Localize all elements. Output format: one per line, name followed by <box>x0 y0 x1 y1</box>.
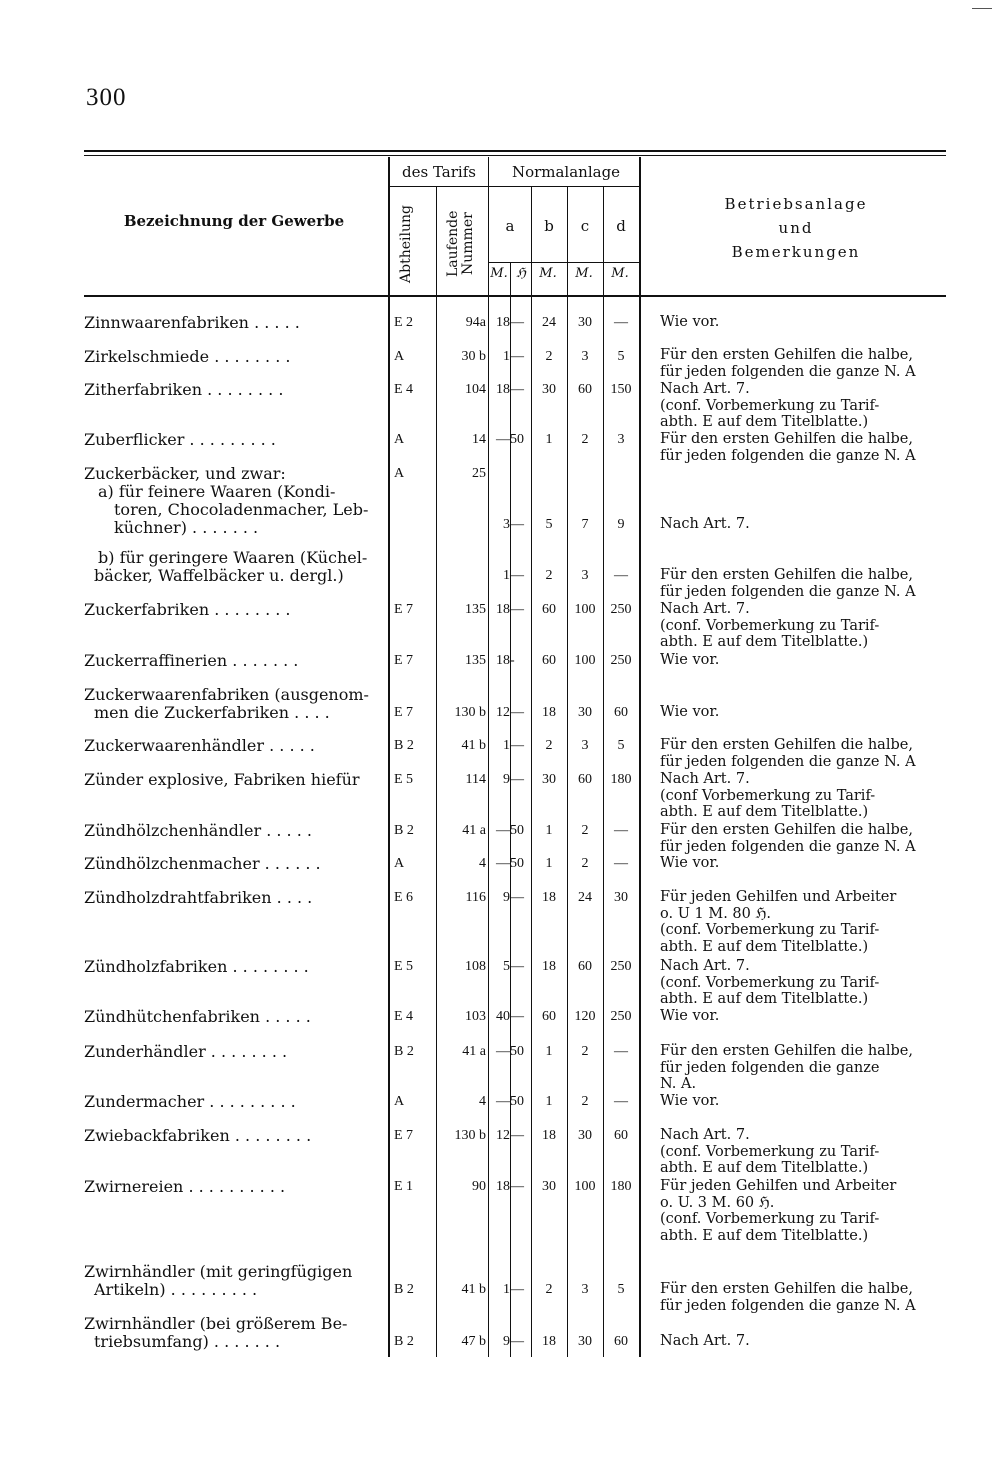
cell-d: 30 <box>614 890 628 905</box>
cell-b: 60 <box>542 602 556 617</box>
cell-nr: 14 <box>472 432 486 447</box>
cell-a1: 1 <box>503 1282 510 1297</box>
row-name <box>84 1315 384 1351</box>
cell-nr: 135 <box>465 602 486 617</box>
row-name <box>84 822 384 840</box>
cell-c: 2 <box>581 1044 589 1059</box>
remark-line: Für den ersten Gehilfen die halbe, <box>660 1043 913 1059</box>
cell-a1: 18 <box>496 602 510 617</box>
cell-b: 60 <box>542 653 556 668</box>
remark-line: Für jeden Gehilfen und Arbeiter <box>660 1178 897 1194</box>
remark-line: Nach Art. 7. <box>660 771 750 787</box>
row-name-line: b) für geringere Waaren (Küchel- <box>98 548 368 567</box>
row-name <box>84 314 384 332</box>
header-letter-b: b <box>544 217 554 235</box>
cell-abt: A <box>394 432 405 447</box>
cell-a1: 12 <box>496 705 510 720</box>
cell-a2: — <box>510 602 524 617</box>
cell-c: 2 <box>581 856 589 871</box>
cell-b: 30 <box>542 772 556 787</box>
row-remark <box>660 1043 950 1093</box>
row-name <box>84 1093 384 1111</box>
header-unit-c: M. <box>575 266 593 281</box>
cell-b: 2 <box>545 568 553 583</box>
remark-line: abth. E auf dem Titelblatte.) <box>660 414 869 430</box>
row-remark <box>660 347 950 380</box>
cell-nr: 41 b <box>461 738 486 753</box>
cell-d: — <box>614 568 628 583</box>
header-betrieb-line2: und <box>778 219 814 237</box>
row-remark <box>660 704 950 721</box>
row-name <box>84 601 384 619</box>
cell-c: 100 <box>574 602 596 617</box>
remark-line: o. U. 3 M. 60 ℌ. <box>660 1194 775 1211</box>
row-remark <box>660 737 950 770</box>
cell-a1: 40 <box>496 1009 510 1024</box>
row-name <box>84 549 384 585</box>
cell-b: 18 <box>542 705 556 720</box>
row-name <box>84 737 384 755</box>
cell-a1: — <box>496 823 510 838</box>
row-remark <box>660 1008 950 1025</box>
cell-abt: E 4 <box>394 382 414 397</box>
cell-c: 100 <box>574 653 596 668</box>
row-name-line: Zuckerbäcker, und zwar: <box>84 464 286 483</box>
remark-line: für jeden folgenden die ganze N. A <box>660 583 916 600</box>
header-unit-a-pf: ℌ <box>516 266 526 281</box>
row-remark <box>660 1093 950 1110</box>
cell-nr: 30 b <box>461 349 486 364</box>
row-name-line: Zwirnereien . . . . . . . . . . <box>84 1177 286 1196</box>
row-name-line: Zündholzfabriken . . . . . . . . <box>84 957 309 976</box>
row-remark <box>660 381 950 431</box>
cell-abt: E 5 <box>394 959 414 974</box>
row-name <box>84 958 384 976</box>
header-unit-a-mark: M. <box>490 266 508 281</box>
cell-c: 30 <box>578 1128 592 1143</box>
cell-abt: B 2 <box>394 823 414 838</box>
cell-c: 2 <box>581 1094 589 1109</box>
row-name-line: Zundermacher . . . . . . . . . <box>84 1092 296 1111</box>
cell-a1: 1 <box>503 738 510 753</box>
row-name-line: Zwirnhändler (mit geringfügigen <box>84 1262 353 1281</box>
cell-a1: 18 <box>496 1179 510 1194</box>
cell-a2: — <box>510 890 524 905</box>
row-name <box>84 771 384 789</box>
row-remark <box>660 652 950 669</box>
remark-line: für jeden folgenden die ganze N. A <box>660 363 916 380</box>
row-name-line: Zündhütchenfabriken . . . . . <box>84 1007 311 1026</box>
header-tarif: des Tarifs <box>402 163 476 181</box>
row-remark <box>660 431 950 464</box>
cell-d: 5 <box>617 349 625 364</box>
remark-line: (conf. Vorbemerkung zu Tarif- <box>660 1143 880 1160</box>
cell-a1: 1 <box>503 568 510 583</box>
remark-line: (conf. Vorbemerkung zu Tarif- <box>660 617 880 634</box>
cell-a2: — <box>510 772 524 787</box>
remark-line: Für den ersten Gehilfen die halbe, <box>660 567 913 583</box>
remark-line: Für den ersten Gehilfen die halbe, <box>660 737 913 753</box>
row-remark <box>660 516 950 533</box>
cell-a2: 50 <box>510 1044 524 1059</box>
remark-line: abth. E auf dem Titelblatte.) <box>660 634 869 650</box>
header-betriebsanlage <box>648 192 944 264</box>
cell-c: 7 <box>581 517 589 532</box>
cell-abt: E 4 <box>394 1009 414 1024</box>
cell-abt: E 5 <box>394 772 414 787</box>
cell-b: 5 <box>545 517 553 532</box>
cell-nr: 90 <box>472 1179 486 1194</box>
cell-d: 5 <box>617 1282 625 1297</box>
remark-line: für jeden folgenden die ganze N. A <box>660 753 916 770</box>
remark-line: Wie vor. <box>660 652 720 668</box>
cell-a2: — <box>510 349 524 364</box>
remark-line: Wie vor. <box>660 704 720 720</box>
row-name-line: Zündhölzchenmacher . . . . . . <box>84 854 321 873</box>
page-number: 300 <box>86 84 127 111</box>
remark-line: Für den ersten Gehilfen die halbe, <box>660 347 913 363</box>
cell-b: 18 <box>542 959 556 974</box>
row-name <box>84 465 384 537</box>
header-rule <box>84 295 946 297</box>
remark-line: für jeden folgenden die ganze N. A <box>660 1297 916 1314</box>
cell-d: 60 <box>614 705 628 720</box>
cell-a2: — <box>510 738 524 753</box>
cell-c: 3 <box>581 1282 589 1297</box>
remark-line: Wie vor. <box>660 855 720 871</box>
cell-a1: 9 <box>503 890 510 905</box>
col-line-abt <box>436 186 437 1357</box>
cell-b: 2 <box>545 1282 553 1297</box>
remark-line: für jeden folgenden die ganze <box>660 1059 880 1076</box>
cell-d: 150 <box>610 382 632 397</box>
row-remark <box>660 889 950 955</box>
header-normalanlage: Normalanlage <box>511 163 621 181</box>
remark-line: (conf Vorbemerkung zu Tarif- <box>660 787 876 804</box>
row-remark <box>660 1178 950 1244</box>
cell-abt: E 7 <box>394 1128 414 1143</box>
cell-c: 3 <box>581 738 589 753</box>
cell-abt: A <box>394 1094 405 1109</box>
cell-a2: — <box>510 1009 524 1024</box>
cell-d: 250 <box>610 602 632 617</box>
cell-a1: 18 <box>496 382 510 397</box>
cell-a2: — <box>510 1128 524 1143</box>
row-name-line: küchner) . . . . . . . <box>114 518 259 537</box>
cell-a2: — <box>510 1282 524 1297</box>
cell-abt: B 2 <box>394 1334 414 1349</box>
cell-a2: — <box>510 1334 524 1349</box>
cell-c: 24 <box>578 890 592 905</box>
cell-nr: 94a <box>465 315 486 330</box>
cell-nr: 130 b <box>454 1128 486 1143</box>
cell-b: 1 <box>545 823 553 838</box>
row-name <box>84 381 384 399</box>
header-betrieb-line1: Betriebsanlage <box>724 195 868 213</box>
cell-nr: 104 <box>465 382 486 397</box>
cell-nr: 130 b <box>454 705 486 720</box>
col-line-d <box>639 157 641 1357</box>
row-name-line: Artikeln) . . . . . . . . . <box>94 1280 258 1299</box>
row-name-line: Zwiebackfabriken . . . . . . . . <box>84 1126 312 1145</box>
remark-line: abth. E auf dem Titelblatte.) <box>660 938 869 955</box>
cell-abt: A <box>394 349 405 364</box>
cell-a2: - <box>510 653 515 668</box>
cell-abt: E 7 <box>394 705 414 720</box>
cell-a1: 18 <box>496 653 510 668</box>
top-rule <box>84 150 946 152</box>
remark-line: abth. E auf dem Titelblatte.) <box>660 991 869 1007</box>
cell-nr: 47 b <box>461 1334 486 1349</box>
remark-line: N. A. <box>660 1076 697 1092</box>
row-name-line: Zuckerraffinerien . . . . . . . <box>84 651 299 670</box>
row-name-line: Zündhölzchenhändler . . . . . <box>84 821 312 840</box>
cell-a2: — <box>510 1179 524 1194</box>
remark-line: o. U 1 M. 80 ℌ. <box>660 905 772 922</box>
row-remark <box>660 1127 950 1177</box>
row-name <box>84 1127 384 1145</box>
row-remark <box>660 855 950 872</box>
cell-d: — <box>614 823 628 838</box>
cell-a1: — <box>496 1094 510 1109</box>
header-unit-d: M. <box>611 266 629 281</box>
cell-d: 60 <box>614 1128 628 1143</box>
row-name-line: a) für feinere Waaren (Kondi- <box>98 482 336 501</box>
cell-abt: A <box>394 466 405 481</box>
cell-nr: 41 b <box>461 1282 486 1297</box>
row-name <box>84 348 384 366</box>
remark-line: abth. E auf dem Titelblatte.) <box>660 1160 869 1176</box>
cell-b: 18 <box>542 890 556 905</box>
cell-abt: B 2 <box>394 1044 414 1059</box>
cell-a1: 18 <box>496 315 510 330</box>
row-name-line: Zinnwaarenfabriken . . . . . <box>84 313 300 332</box>
cell-abt: B 2 <box>394 1282 414 1297</box>
remark-line: für jeden folgenden die ganze N. A <box>660 838 916 855</box>
row-remark <box>660 314 950 331</box>
cell-nr: 103 <box>465 1009 486 1024</box>
header-betrieb-line3: Bemerkungen <box>731 243 861 261</box>
cell-d: — <box>614 856 628 871</box>
row-name-line: Zuckerwaarenfabriken (ausgenom- <box>84 685 369 704</box>
remark-line: Für jeden Gehilfen und Arbeiter <box>660 889 897 905</box>
cell-d: 250 <box>610 653 632 668</box>
cell-a2: — <box>510 568 524 583</box>
col-line-name <box>388 157 390 1357</box>
cell-c: 120 <box>574 1009 596 1024</box>
row-name-line: Zuckerwaarenhändler . . . . . <box>84 736 315 755</box>
cell-nr: 25 <box>472 466 486 481</box>
cell-a1: — <box>496 1044 510 1059</box>
row-name-line: Zuberflicker . . . . . . . . . <box>84 430 276 449</box>
cell-c: 2 <box>581 432 589 447</box>
cell-b: 2 <box>545 349 553 364</box>
remark-line: Nach Art. 7. <box>660 1127 750 1143</box>
cell-a2: — <box>510 315 524 330</box>
cell-a1: 9 <box>503 1334 510 1349</box>
cell-b: 1 <box>545 1094 553 1109</box>
cell-c: 60 <box>578 959 592 974</box>
cell-d: 180 <box>610 772 632 787</box>
cell-c: 30 <box>578 705 592 720</box>
cell-c: 60 <box>578 772 592 787</box>
margin-mark <box>972 8 992 9</box>
remark-line: Nach Art. 7. <box>660 601 750 617</box>
row-name-line: Zwirnhändler (bei größerem Be- <box>84 1314 348 1333</box>
row-name <box>84 686 384 722</box>
cell-nr: 41 a <box>462 823 486 838</box>
remark-line: (conf. Vorbemerkung zu Tarif- <box>660 397 880 414</box>
cell-c: 3 <box>581 349 589 364</box>
cell-d: 180 <box>610 1179 632 1194</box>
row-name-line: Zuckerfabriken . . . . . . . . <box>84 600 291 619</box>
cell-a1: 1 <box>503 349 510 364</box>
cell-c: 30 <box>578 1334 592 1349</box>
remark-line: abth. E auf dem Titelblatte.) <box>660 804 869 820</box>
remark-line: Wie vor. <box>660 1008 720 1024</box>
remark-line: abth. E auf dem Titelblatte.) <box>660 1227 869 1244</box>
cell-nr: 4 <box>479 1094 486 1109</box>
cell-d: — <box>614 1044 628 1059</box>
cell-d: 60 <box>614 1334 628 1349</box>
cell-abt: B 2 <box>394 738 414 753</box>
row-name-line: men die Zuckerfabriken . . . . <box>94 703 330 722</box>
row-remark <box>660 601 950 651</box>
cell-d: — <box>614 1094 628 1109</box>
cell-c: 3 <box>581 568 589 583</box>
row-name-line: bäcker, Waffelbäcker u. dergl.) <box>94 566 344 585</box>
remark-line: Wie vor. <box>660 314 720 330</box>
cell-abt: E 7 <box>394 653 414 668</box>
cell-a2: — <box>510 517 524 532</box>
cell-b: 1 <box>545 432 553 447</box>
cell-a2: — <box>510 959 524 974</box>
row-name <box>84 855 384 873</box>
cell-a1: — <box>496 432 510 447</box>
cell-a1: 9 <box>503 772 510 787</box>
header-letter-a: a <box>505 217 515 235</box>
cell-b: 60 <box>542 1009 556 1024</box>
cell-abt: A <box>394 856 405 871</box>
remark-line: Für den ersten Gehilfen die halbe, <box>660 822 913 838</box>
row-remark <box>660 958 950 1008</box>
remark-line: (conf. Vorbemerkung zu Tarif- <box>660 1211 880 1227</box>
cell-b: 30 <box>542 1179 556 1194</box>
cell-d: 3 <box>617 432 625 447</box>
row-remark <box>660 822 950 855</box>
cell-nr: 108 <box>465 959 486 974</box>
cell-b: 2 <box>545 738 553 753</box>
cell-d: — <box>614 315 628 330</box>
cell-d: 9 <box>617 517 625 532</box>
cell-b: 30 <box>542 382 556 397</box>
row-name-line: triebsumfang) . . . . . . . <box>94 1332 281 1351</box>
cell-c: 60 <box>578 382 592 397</box>
cell-a2: 50 <box>510 823 524 838</box>
row-name <box>84 889 384 907</box>
cell-b: 1 <box>545 1044 553 1059</box>
cell-a2: — <box>510 382 524 397</box>
cell-a1: 3 <box>503 517 510 532</box>
cell-nr: 114 <box>465 772 486 787</box>
cell-b: 1 <box>545 856 553 871</box>
cell-b: 18 <box>542 1128 556 1143</box>
cell-abt: E 6 <box>394 890 414 905</box>
remark-line: Für den ersten Gehilfen die halbe, <box>660 431 913 447</box>
cell-d: 250 <box>610 959 632 974</box>
cell-a2: 50 <box>510 432 524 447</box>
header-name-column: Bezeichnung der Gewerbe <box>123 212 345 230</box>
row-name <box>84 1043 384 1061</box>
header-letter-d: d <box>616 217 626 235</box>
row-remark <box>660 771 950 821</box>
cell-c: 30 <box>578 315 592 330</box>
row-name-line: toren, Chocoladenmacher, Leb- <box>114 500 369 519</box>
cell-a1: 5 <box>503 959 510 974</box>
row-remark <box>660 567 950 600</box>
cell-c: 2 <box>581 823 589 838</box>
cell-d: 5 <box>617 738 625 753</box>
cell-nr: 135 <box>465 653 486 668</box>
header-unit-b: M. <box>539 266 557 281</box>
cell-a1: 12 <box>496 1128 510 1143</box>
row-remark <box>660 1281 950 1314</box>
remark-line: Nach Art. 7. <box>660 381 750 397</box>
row-name-line: Zündholzdrahtfabriken . . . . <box>84 888 313 907</box>
remark-line: Nach Art. 7. <box>660 1333 750 1349</box>
header-laufende-nummer: Laufende Nummer <box>445 210 476 278</box>
row-name-line: Zunderhändler . . . . . . . . <box>84 1042 288 1061</box>
remark-line: (conf. Vorbemerkung zu Tarif- <box>660 922 880 938</box>
cell-abt: E 7 <box>394 602 414 617</box>
row-name-line: Zitherfabriken . . . . . . . . <box>84 380 284 399</box>
cell-a2: 50 <box>510 1094 524 1109</box>
remark-line: Für den ersten Gehilfen die halbe, <box>660 1281 913 1297</box>
cell-nr: 4 <box>479 856 486 871</box>
cell-abt: E 1 <box>394 1179 414 1194</box>
row-remark <box>660 1333 950 1350</box>
cell-a1: — <box>496 856 510 871</box>
cell-a2: — <box>510 705 524 720</box>
row-name <box>84 431 384 449</box>
remark-line: für jeden folgenden die ganze N. A <box>660 447 916 464</box>
cell-nr: 116 <box>465 890 486 905</box>
cell-b: 18 <box>542 1334 556 1349</box>
remark-line: Nach Art. 7. <box>660 958 750 974</box>
remark-line: (conf. Vorbemerkung zu Tarif- <box>660 974 880 991</box>
cell-a2: 50 <box>510 856 524 871</box>
row-name-line: Zirkelschmiede . . . . . . . . <box>84 347 291 366</box>
cell-d: 250 <box>610 1009 632 1024</box>
header-abteilung: Abtheilung <box>398 205 414 283</box>
remark-line: Wie vor. <box>660 1093 720 1109</box>
row-name <box>84 652 384 670</box>
cell-abt: E 2 <box>394 315 414 330</box>
row-name <box>84 1008 384 1026</box>
header-letter-c: c <box>580 217 590 235</box>
cell-c: 100 <box>574 1179 596 1194</box>
top-rule-thin <box>84 155 946 156</box>
col-line-nr <box>488 157 489 1357</box>
remark-line: Nach Art. 7. <box>660 516 750 532</box>
cell-b: 24 <box>542 315 556 330</box>
row-name <box>84 1178 384 1196</box>
cell-nr: 41 a <box>462 1044 486 1059</box>
row-name-line: Zünder explosive, Fabriken hiefür <box>84 770 360 789</box>
row-name <box>84 1263 384 1299</box>
